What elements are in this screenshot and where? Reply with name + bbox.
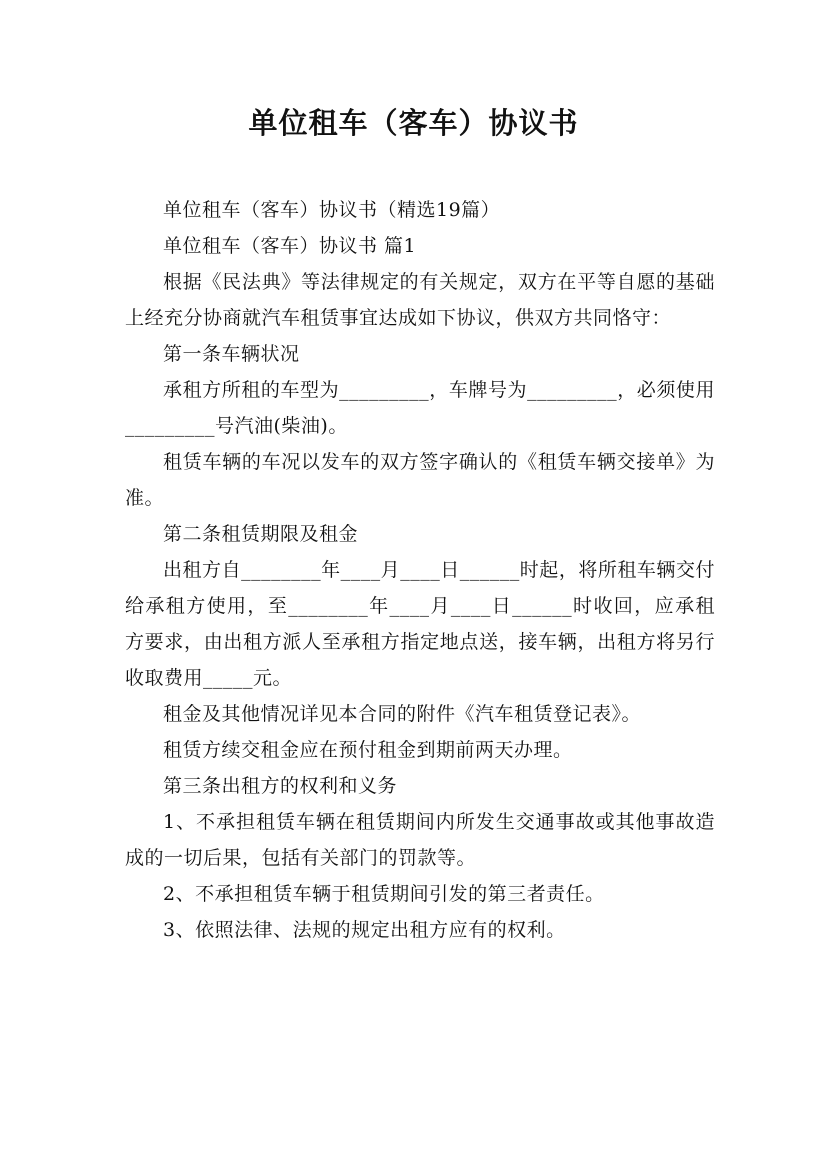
paragraph-vehicle-condition: 租赁车辆的车况以发车的双方签字确认的《租赁车辆交接单》为准。 <box>125 451 715 509</box>
paragraph-article-3-heading: 第三条出租方的权利和义务 <box>163 775 398 797</box>
paragraph-subtitle: 单位租车（客车）协议书（精选19篇） <box>163 199 501 221</box>
paragraph-article-1-heading: 第一条车辆状况 <box>163 343 300 365</box>
paragraph-article-2-heading: 第二条租赁期限及租金 <box>163 523 359 545</box>
document-title: 单位租车（客车）协议书 <box>248 106 579 140</box>
document-body <box>125 192 715 948</box>
paragraph-clause-1: 1、不承担租赁车辆在租赁期间内所发生交通事故或其他事故造成的一切后果，包括有关部门的罚款等。 <box>125 811 715 869</box>
paragraph-clause-2: 2、不承担租赁车辆于租赁期间引发的第三者责任。 <box>163 883 605 905</box>
paragraph-rent-renewal: 租赁方续交租金应在预付租金到期前两天办理。 <box>163 739 573 761</box>
paragraph-vehicle-details: 承租方所租的车型为_________，车牌号为_________，必须使用_________号汽油(柴油)。 <box>125 379 715 437</box>
paragraph-rent-details: 租金及其他情况详见本合同的附件《汽车租赁登记表》。 <box>163 703 642 725</box>
paragraph-section-heading: 单位租车（客车）协议书 篇1 <box>163 235 417 257</box>
paragraph-clause-3: 3、依照法律、法规的规定出租方应有的权利。 <box>163 919 566 941</box>
paragraph-lease-period: 出租方自________年____月____日______时起，将所租车辆交付给承租方使用，至________年____月____日______时收回，应承租方要求，由出租方派人至承租方指定地点送，接车辆，出租方将另行收取费用_____元。 <box>125 559 715 689</box>
paragraph-intro: 根据《民法典》等法律规定的有关规定，双方在平等自愿的基础上经充分协商就汽车租赁事宜达成如下协议，供双方共同恪守： <box>125 271 715 329</box>
